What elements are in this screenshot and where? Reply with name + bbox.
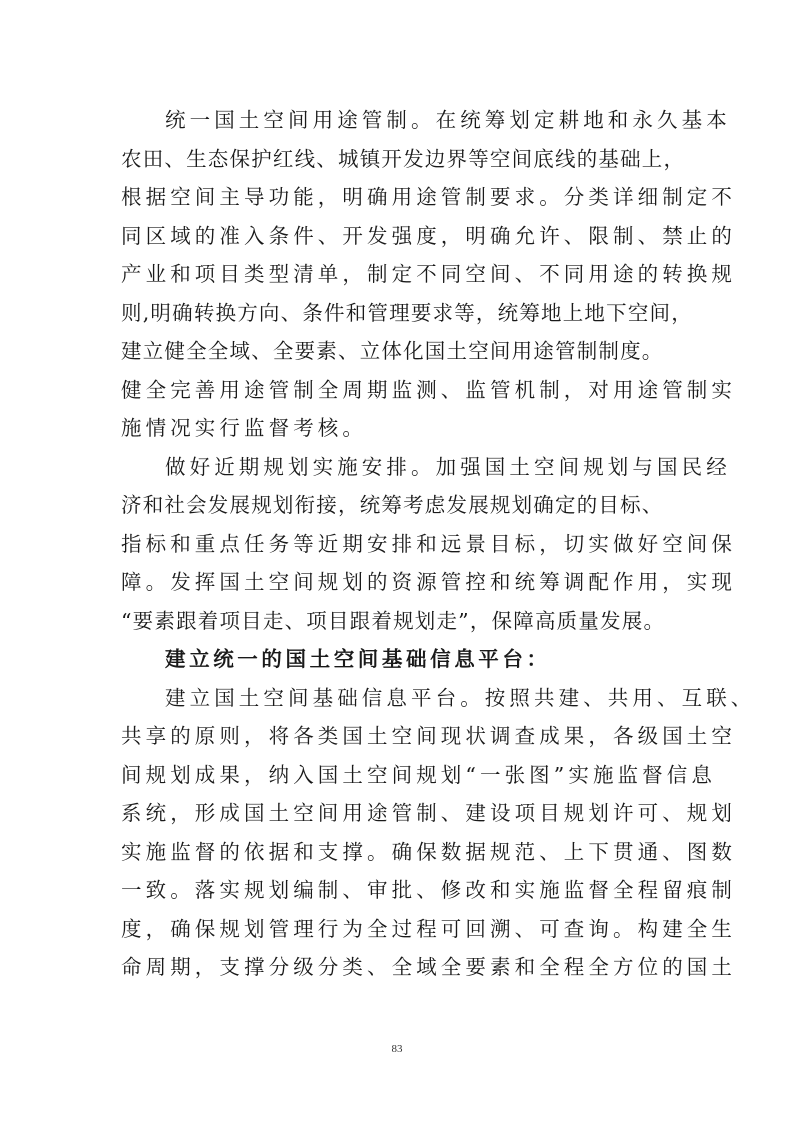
paragraph-1-line-3: 根据空间主导功能，明确用途管制要求。分类详细制定不 bbox=[121, 185, 736, 209]
paragraph-1-line-8: 健全完善用途管制全周期监测、监管机制，对用途管制实 bbox=[121, 377, 736, 402]
paragraph-2-line-1: 做好近期规划实施安排。加强国土空间规划与国民经 bbox=[165, 454, 731, 479]
paragraph-1-line-6: 则,明确转换方向、条件和管理要求等，统筹地上地下空间， bbox=[121, 300, 693, 325]
paragraph-3-line-7: 度，确保规划管理行为全过程可回溯、可查询。构建全生 bbox=[121, 916, 736, 941]
paragraph-3-line-5: 实施监督的依据和支撑。确保数据规范、上下贯通、图数 bbox=[121, 839, 736, 864]
paragraph-2-line-4: 障。发挥国土空间规划的资源管控和统筹调配作用，实现 bbox=[121, 570, 736, 594]
paragraph-3-line-1: 建立国土空间基础信息平台。按照共建、共用、互联、 bbox=[165, 685, 756, 710]
paragraph-1-line-5: 产业和项目类型清单，制定不同空间、不同用途的转换规 bbox=[121, 262, 736, 286]
paragraph-1-line-4: 同区域的准入条件、开发强度，明确允许、限制、禁止的 bbox=[121, 223, 736, 248]
body-text bbox=[121, 101, 756, 987]
paragraph-1-line-2: 农田、生态保护红线、城镇开发边界等空间底线的基础上， bbox=[121, 146, 686, 171]
paragraph-1-line-9: 施情况实行监督考核。 bbox=[121, 416, 367, 440]
paragraph-2-line-2: 济和社会发展规划衔接，统筹考虑发展规划确定的目标、 bbox=[121, 493, 664, 517]
paragraph-3-line-8: 命周期，支撑分级分类、全域全要素和全程全方位的国土 bbox=[121, 955, 736, 979]
paragraph-1-line-1: 统一国土空间用途管制。在统筹划定耕地和永久基本 bbox=[165, 108, 731, 132]
paragraph-2-line-5: “要素跟着项目走、项目跟着规划走”，保障高质量发展。 bbox=[121, 608, 666, 633]
section-heading: 建立统一的国土空间基础信息平台： bbox=[165, 647, 551, 671]
paragraph-2-line-3: 指标和重点任务等近期安排和远景目标，切实做好空间保 bbox=[121, 531, 736, 556]
paragraph-1-line-7: 建立健全全域、全要素、立体化国土空间用途管制制度。 bbox=[121, 339, 664, 363]
page-number: 83 bbox=[391, 1043, 403, 1055]
paragraph-3-line-3: 间规划成果，纳入国土空间规划“一张图”实施监督信息 bbox=[121, 762, 716, 787]
paragraph-3-line-6: 一致。落实规划编制、审批、修改和实施监督全程留痕制 bbox=[121, 878, 736, 902]
paragraph-3-line-2: 共享的原则，将各类国土空间现状调查成果，各级国土空 bbox=[121, 724, 736, 748]
paragraph-3-line-4: 系统，形成国土空间用途管制、建设项目规划许可、规划 bbox=[121, 801, 736, 825]
